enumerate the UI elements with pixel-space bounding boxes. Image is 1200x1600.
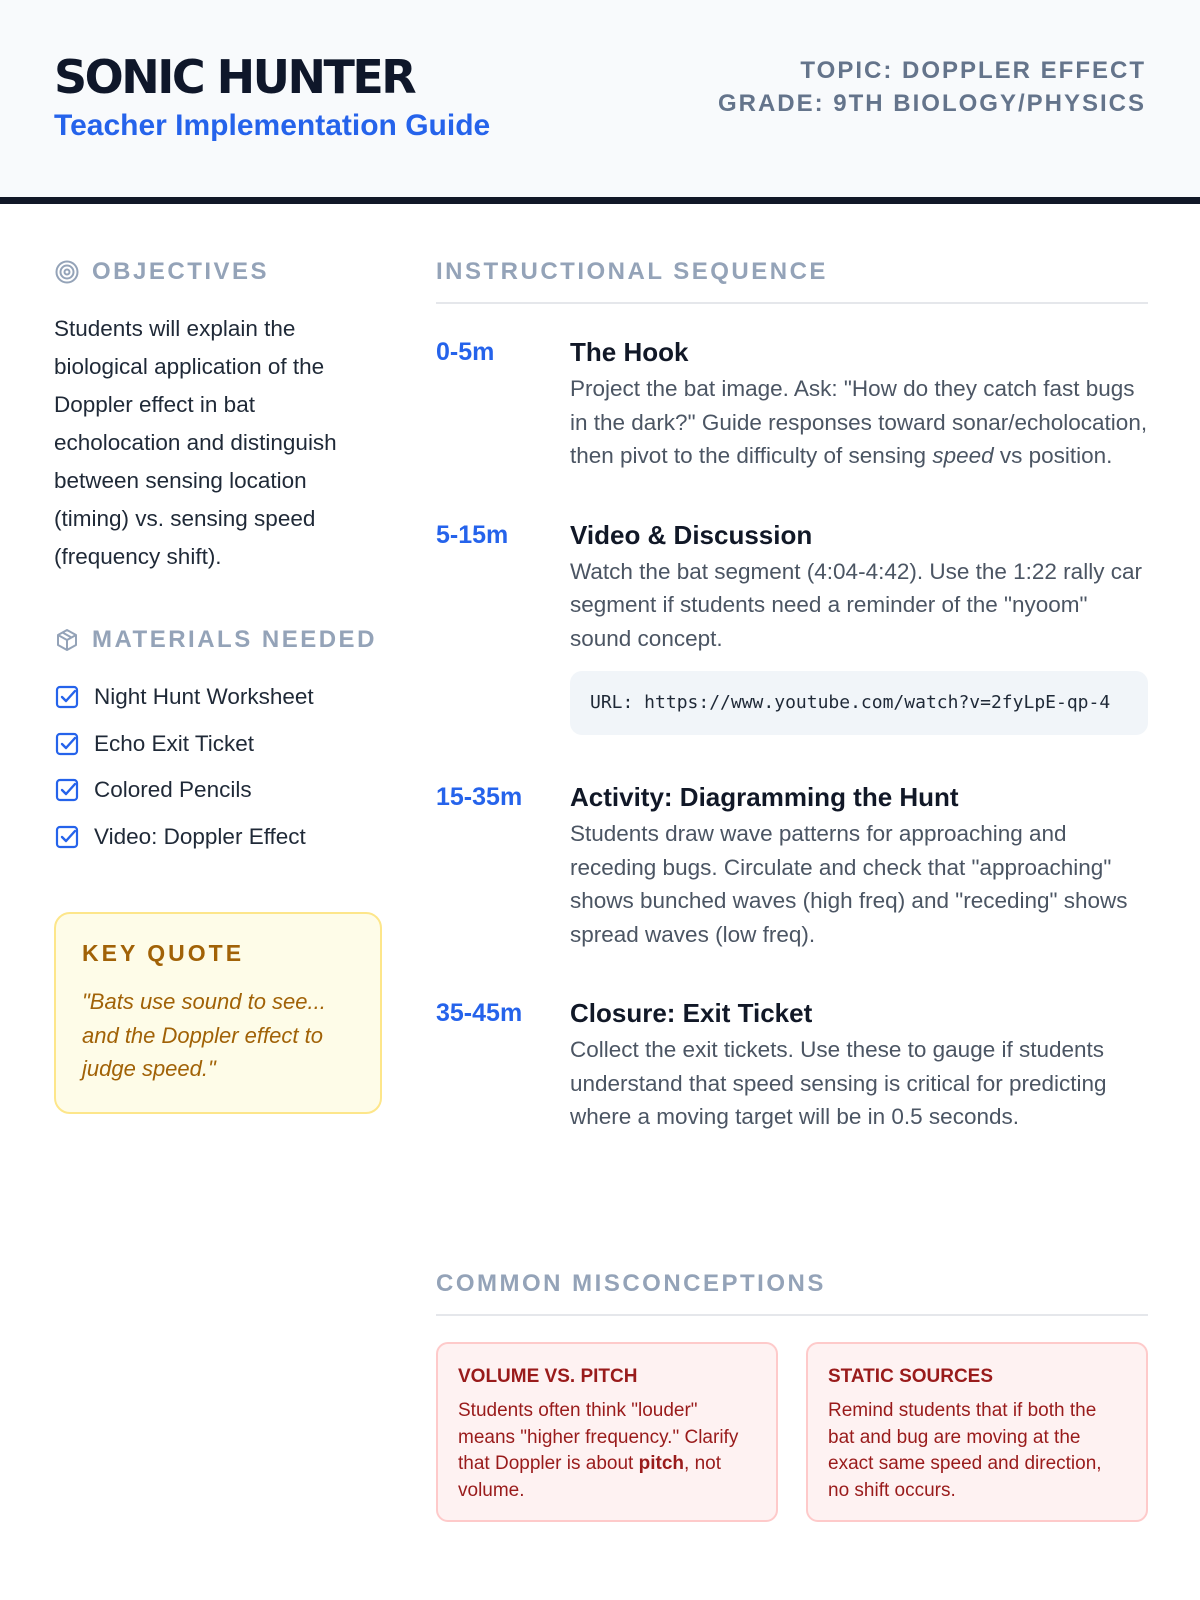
bold-text: pitch (638, 1453, 685, 1474)
step-time: 0-5m (436, 338, 495, 366)
step-title: Activity: Diagramming the Hunt (570, 782, 959, 812)
misconception-text: Students often think "louder" means "higher frequency." Clarify that Doppler is about pitch, not volume. (458, 1400, 739, 1501)
material-label: Echo Exit Ticket (94, 730, 255, 756)
package-icon (54, 627, 80, 653)
step-time: 35-45m (436, 999, 523, 1027)
objectives-heading (54, 258, 384, 286)
materials-list (54, 674, 384, 860)
objectives-heading-label: OBJECTIVES (92, 258, 270, 285)
target-icon (54, 259, 80, 285)
checkbox-checked-icon (54, 824, 80, 850)
topic-label: TOPIC: DOPPLER EFFECT (800, 57, 1146, 84)
step-item (436, 332, 1148, 473)
step-time: 5-15m (436, 520, 509, 549)
emphasis-text: speed (932, 443, 994, 468)
key-quote-heading: KEY QUOTE (82, 940, 245, 966)
document-title: SONIC HUNTER (54, 50, 415, 104)
video-url[interactable]: URL: https://www.youtube.com/watch?v=2fyLpE-qp-4 (570, 671, 1148, 735)
page-header (0, 0, 1200, 204)
key-quote-text: "Bats use sound to see... and the Doppler effect to judge speed." (82, 989, 326, 1081)
document-meta (718, 54, 1146, 120)
step-title: Closure: Exit Ticket (570, 998, 813, 1028)
step-description: Collect the exit tickets. Use these to gauge if students understand that speed sensing is critical for predicting where a moving target will be in 0.5 seconds. (570, 1037, 1107, 1129)
sidebar (54, 258, 384, 1114)
sequence-heading: INSTRUCTIONAL SEQUENCE (436, 258, 1148, 304)
step-description: Watch the bat segment (4:04-4:42). Use the 1:22 rally car segment if students need a reminder of the "nyoom" sound concept. (570, 558, 1142, 651)
material-label: Video: Doppler Effect (94, 823, 306, 849)
misconception-card (436, 1342, 778, 1522)
list-item (54, 814, 384, 861)
list-item (54, 767, 384, 814)
objectives-text: Students will explain the biological application of the Doppler effect in bat echolocation and distinguish between sensing location (timing) vs. sensing speed (frequency shift). (54, 316, 337, 569)
materials-heading (54, 626, 384, 654)
misconception-title: STATIC SOURCES (828, 1366, 994, 1387)
key-quote-box (54, 912, 382, 1114)
materials-section (54, 626, 384, 860)
grade-label: GRADE: 9TH BIOLOGY/PHYSICS (717, 90, 1146, 117)
checkbox-checked-icon (54, 684, 80, 710)
list-item (54, 721, 384, 768)
step-title: Video & Discussion (570, 519, 813, 550)
document-subtitle: Teacher Implementation Guide (54, 109, 491, 142)
step-item (436, 993, 1148, 1134)
material-label: Colored Pencils (94, 777, 252, 803)
checkbox-checked-icon (54, 731, 80, 757)
step-item (436, 515, 1148, 736)
misconception-card (806, 1342, 1148, 1522)
material-label: Night Hunt Worksheet (94, 684, 314, 710)
step-description: Students draw wave patterns for approaching and receding bugs. Circulate and check that "approaching" shows bunched waves (high freq) and "receding" shows spread waves (low freq). (570, 821, 1128, 947)
misconception-title: VOLUME VS. PITCH (458, 1366, 638, 1387)
step-title: The Hook (570, 337, 689, 367)
step-time: 15-35m (436, 783, 523, 811)
misconceptions-section (436, 1270, 1148, 1522)
step-item (436, 777, 1148, 951)
instructional-sequence (436, 258, 1148, 1176)
step-list (436, 332, 1148, 1134)
step-description: Project the bat image. Ask: "How do they catch fast bugs in the dark?" Guide responses toward sonar/echolocation, then pivot to the difficulty of sensing speed vs position. (570, 376, 1148, 468)
list-item (54, 674, 384, 721)
misconception-text: Remind students that if both the bat and bug are moving at the exact same speed and direction, no shift occurs. (828, 1400, 1102, 1501)
misconceptions-heading: COMMON MISCONCEPTIONS (436, 1270, 1148, 1316)
materials-heading-label: MATERIALS NEEDED (92, 626, 377, 653)
checkbox-checked-icon (54, 777, 80, 803)
